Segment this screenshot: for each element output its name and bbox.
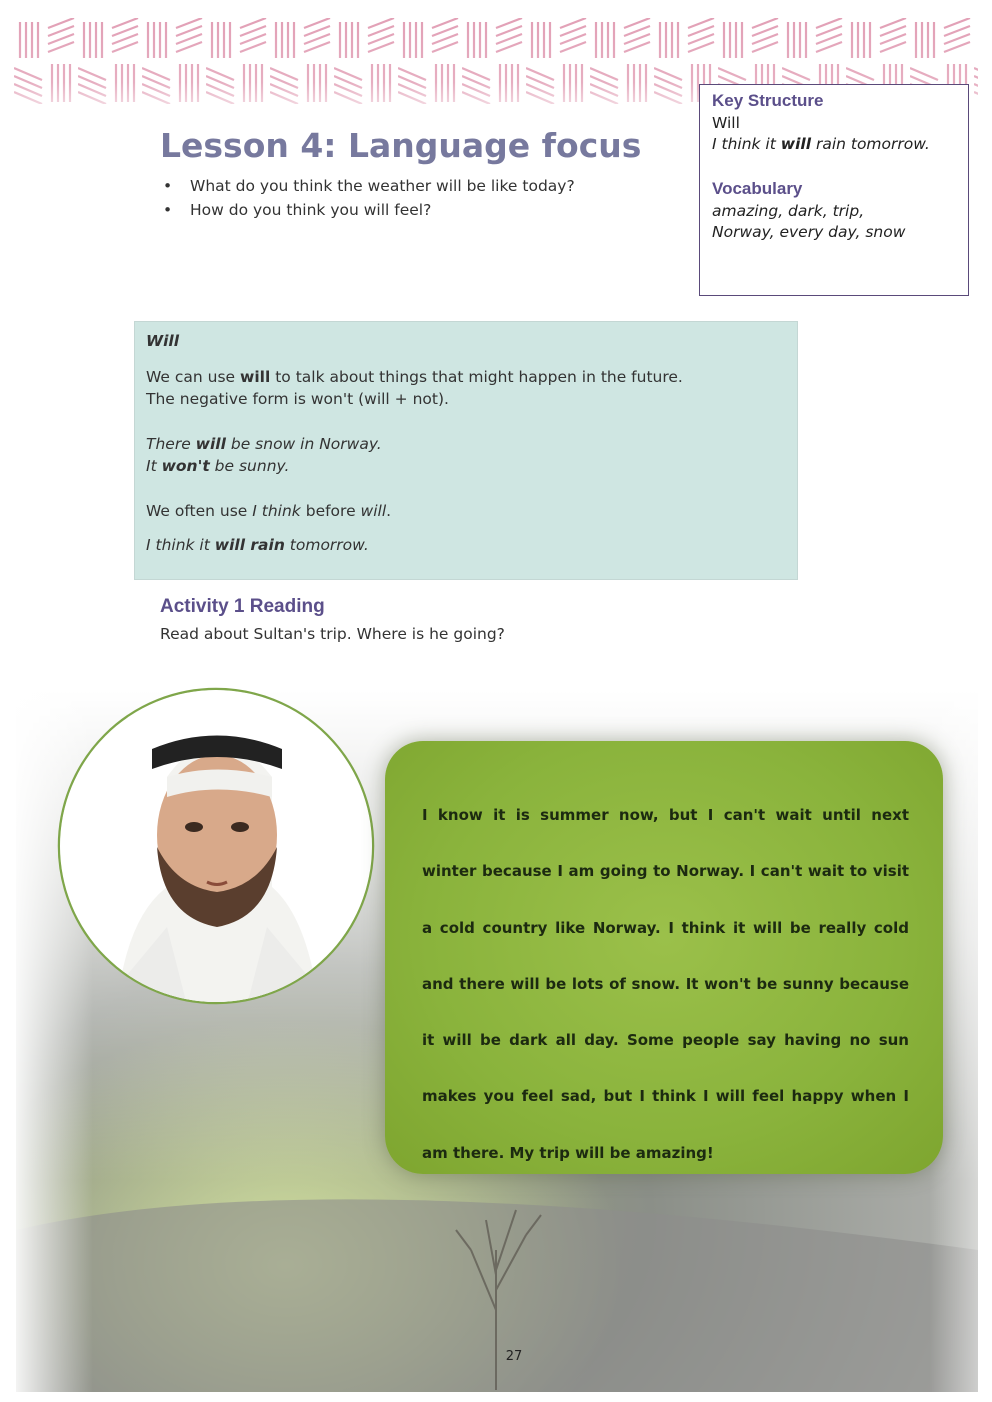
warmup-question: • How do you think you will feel? — [160, 198, 575, 222]
vocabulary-line-2: Norway, every day, snow — [712, 223, 906, 241]
sultan-portrait-photo — [57, 687, 375, 1005]
warmup-question: • What do you think the weather will be like today? — [160, 174, 575, 198]
grammar-example-2: It won't be sunny. — [146, 457, 290, 475]
grammar-negative-line: The negative form is won't (will + not). — [146, 390, 449, 408]
grammar-example-3: I think it will rain tomorrow. — [146, 536, 369, 554]
grammar-box-title: Will — [146, 332, 180, 350]
key-structure-heading: Key Structure — [712, 91, 824, 110]
activity-instruction: Read about Sultan's trip. Where is he going? — [160, 625, 505, 643]
bullet-icon: • — [163, 201, 173, 219]
vocabulary-line-1: amazing, dark, trip, — [712, 202, 865, 220]
key-structure-box — [699, 84, 969, 296]
grammar-example-1: There will be snow in Norway. — [146, 435, 382, 453]
vocabulary-heading: Vocabulary — [712, 179, 803, 198]
bullet-icon: • — [163, 177, 173, 195]
grammar-tip: We often use I think before will. — [146, 502, 392, 520]
activity-heading: Activity 1 Reading — [160, 596, 325, 617]
grammar-rule-line: We can use will to talk about things that might happen in the future. — [146, 368, 683, 386]
story-paragraph: I know it is summer now, but I can't wait until next winter because I am going to Norway. I can't wait to visit a cold country like Norway. I think it will be really cold and there will be lots of snow. It won't be sunny because it will be dark all day. Some people say having no sun makes you feel sad, but I think I will feel happy when I am there. My trip will be amazing! — [422, 806, 909, 1162]
page-number: 27 — [505, 1349, 523, 1364]
story-text-panel — [385, 741, 943, 1174]
key-structure-word: Will — [712, 114, 740, 132]
key-structure-example: I think it will rain tomorrow. — [712, 135, 930, 153]
warmup-questions — [160, 174, 575, 222]
grammar-box — [134, 321, 798, 580]
page-title: Lesson 4: Language focus — [160, 126, 642, 165]
